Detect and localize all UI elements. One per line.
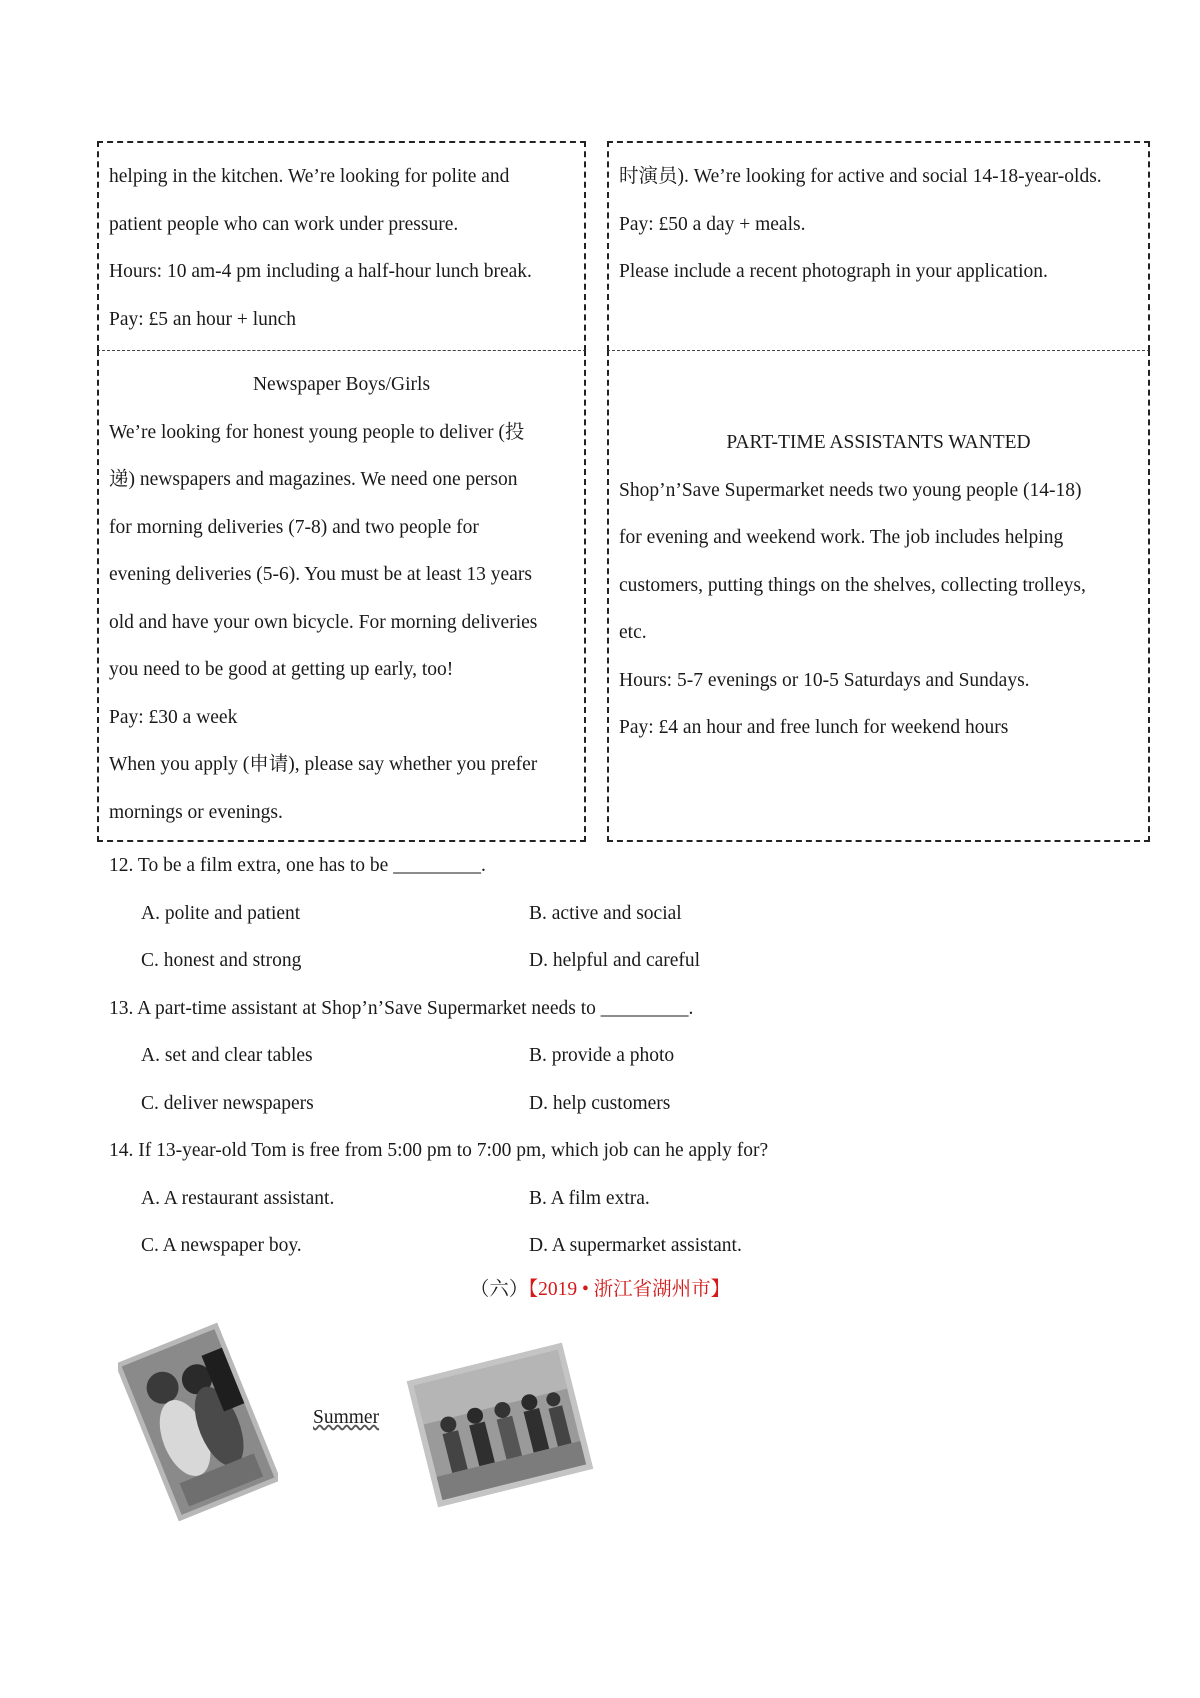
ad-line: Please include a recent photograph in your application.	[619, 261, 1048, 282]
section-heading	[0, 1266, 1200, 1313]
question-14-options	[109, 1222, 1109, 1270]
ad-line: 时演员). We’re looking for active and social 14-18-year-olds.	[619, 166, 1102, 187]
ad-line: Shop’n’Save Supermarket needs two young people (14-18)	[619, 479, 1082, 501]
ad-line: customers, putting things on the shelves, collecting trolleys,	[619, 574, 1086, 596]
ad-line: old and have your own bicycle. For morning deliveries	[109, 611, 538, 633]
ad-line: patient people who can work under pressure.	[109, 213, 459, 235]
section-source: 【2019 • 浙江省湖州市】	[528, 1279, 731, 1300]
section-number: （六）	[469, 1279, 529, 1300]
ad-restaurant	[97, 141, 586, 351]
option-b: B. A film extra.	[529, 1187, 650, 1209]
ad-line: Pay: £4 an hour and free lunch for weekend hours	[619, 717, 1009, 738]
question-13-options	[109, 1032, 1109, 1080]
question-14-options	[109, 1175, 1109, 1223]
option-c: C. honest and strong	[141, 950, 302, 971]
questions	[109, 842, 1109, 1270]
couple-photo	[118, 1322, 278, 1522]
ad-line: helping in the kitchen. We’re looking for polite and	[109, 166, 510, 187]
job-ads-grid	[97, 141, 1150, 842]
option-c: C. A newspaper boy.	[141, 1235, 302, 1256]
question-12: 12. To be a film extra, one has to be _________.	[109, 855, 486, 876]
option-a: A. set and clear tables	[141, 1045, 313, 1066]
option-c: C. deliver newspapers	[141, 1092, 314, 1114]
ad-supermarket	[607, 350, 1150, 842]
ad-line: Hours: 5-7 evenings or 10-5 Saturdays and Sundays.	[619, 669, 1030, 691]
ad-line: 递) newspapers and magazines. We need one person	[109, 469, 518, 490]
question-12-options	[109, 937, 1109, 985]
ad-line: evening deliveries (5-6). You must be at least 13 years	[109, 564, 532, 585]
photo-caption: Summer	[313, 1407, 380, 1428]
option-d: D. helpful and careful	[529, 950, 701, 971]
ad-line: Pay: £5 an hour + lunch	[109, 308, 297, 330]
ad-line: Hours: 10 am-4 pm including a half-hour lunch break.	[109, 261, 532, 282]
option-d: D. A supermarket assistant.	[529, 1235, 742, 1256]
option-b: B. active and social	[529, 902, 682, 924]
ad-line: for morning deliveries (7-8) and two people for	[109, 516, 479, 538]
option-d: D. help customers	[529, 1092, 671, 1114]
question-14: 14. If 13-year-old Tom is free from 5:00 pm to 7:00 pm, which job can he apply for?	[109, 1140, 769, 1161]
ad-line: you need to be good at getting up early, too!	[109, 659, 454, 680]
question-12-options	[109, 890, 1109, 938]
ad-line: Pay: £50 a day + meals.	[619, 213, 806, 235]
option-a: A. A restaurant assistant.	[141, 1187, 335, 1209]
ad-line: We’re looking for honest young people to deliver (投	[109, 421, 525, 443]
question-13-options	[109, 1080, 1109, 1128]
group-photo	[400, 1340, 600, 1510]
option-b: B. provide a photo	[529, 1045, 675, 1066]
ad-line: for evening and weekend work. The job includes helping	[619, 527, 1064, 548]
ad-line: etc.	[619, 622, 647, 643]
ad-film-extra	[607, 141, 1150, 351]
ad-newspaper	[97, 350, 586, 842]
ad-title: PART-TIME ASSISTANTS WANTED	[726, 432, 1031, 453]
question-13: 13. A part-time assistant at Shop’n’Save Supermarket needs to _________.	[109, 997, 694, 1019]
ad-line: When you apply (申请), please say whether you prefer	[109, 754, 538, 775]
ad-line: mornings or evenings.	[109, 801, 283, 823]
ad-title: Newspaper Boys/Girls	[252, 374, 431, 395]
option-a: A. polite and patient	[141, 902, 301, 924]
ad-line: Pay: £30 a week	[109, 706, 238, 728]
